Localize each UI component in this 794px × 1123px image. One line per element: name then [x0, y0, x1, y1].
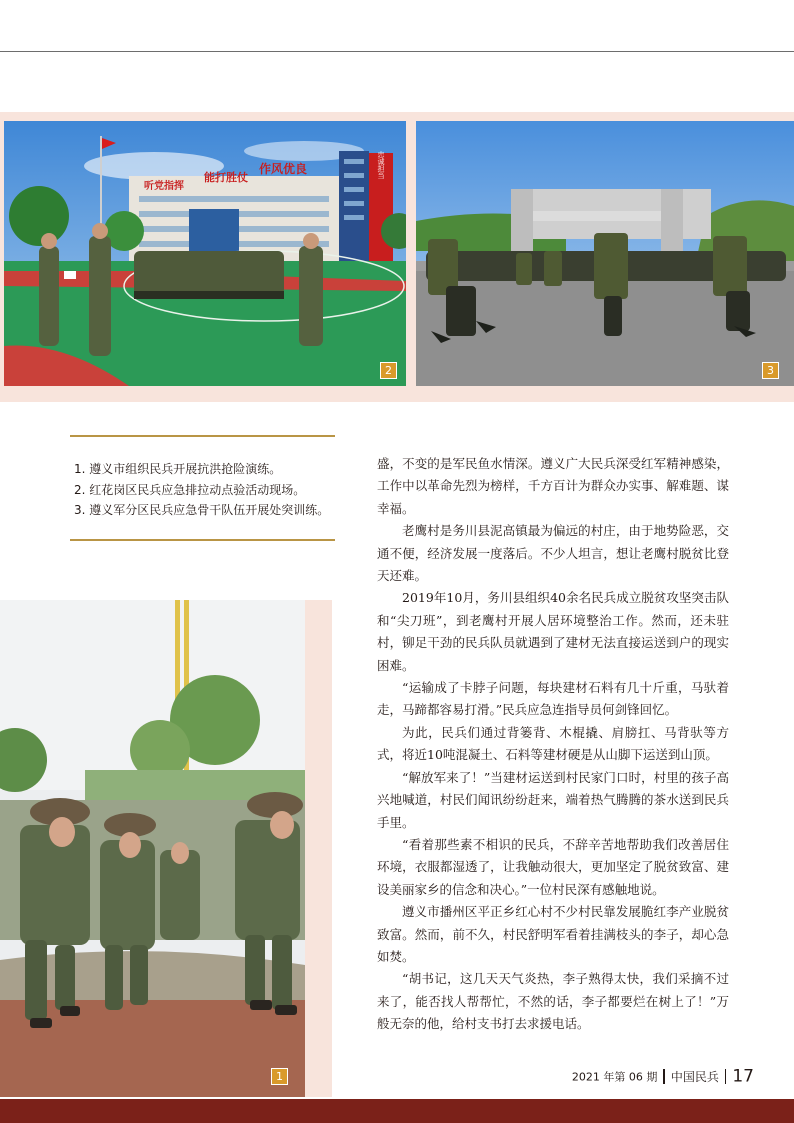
photo-1-side-band [305, 600, 332, 1097]
article-body [377, 453, 729, 1036]
caption-1: 1. 遵义市组织民兵开展抗洪抢险演练。 [74, 462, 282, 476]
building-slogan-2: 能打胜仗 [204, 171, 248, 184]
paragraph-9: “胡书记，这几天天气炎热，李子熟得太快，我们采摘不过来了，能否找人帮帮忙，不然的话，李子都要烂在树上了！”万般无奈的他，给村支书打去求援电话。 [377, 971, 729, 1032]
paragraph-1: 盛，不变的是军民鱼水情深。遵义广大民兵深受红军精神感染，工作中以革命先烈为榜样，千方百计为群众办实事、解难题、谋幸福。 [377, 456, 729, 516]
building-slogan-1: 听党指挥 [144, 181, 184, 192]
photo-3-riot-training [416, 121, 794, 386]
photo-captions [74, 459, 354, 521]
caption-top-rule [70, 435, 335, 437]
paragraph-7: “看着那些素不相识的民兵，不辞辛苦地帮助我们改善居住环境，衣服都湿透了，让我触动很大，更加坚定了脱贫致富、建设美丽家乡的信念和决心。”一位村民深有感触地说。 [377, 836, 729, 897]
caption-3: 3. 遵义军分区民兵应急骨干队伍开展处突训练。 [74, 503, 330, 517]
photo-3-number-badge: 3 [762, 362, 779, 379]
photo-1-number-badge: 1 [271, 1068, 288, 1085]
caption-2: 2. 红花岗区民兵应急排拉动点验活动现场。 [74, 482, 306, 497]
paragraph-3: 2019年10月，务川县组织40余名民兵成立脱贫攻坚突击队和“尖刀班”，到老鹰村开展人居环境整治工作。然而，还未驻村，铆足干劲的民兵队员就遇到了建材无法直接运送到户的现实困难。 [377, 590, 729, 673]
paragraph-2: 老鹰村是务川县泥高镇最为偏远的村庄，由于地势险恶，交通不便，经济发展一度落后。不少人坦言，想让老鹰村脱贫比登天还难。 [377, 523, 729, 584]
issue-label: 2021 年第 06 期 [571, 1070, 658, 1084]
bottom-color-bar [0, 1099, 794, 1123]
magazine-name: 中国民兵 [670, 1070, 719, 1084]
photo-1-flood-drill [0, 600, 305, 1097]
header-rule [0, 51, 794, 52]
footer-separator [663, 1069, 665, 1084]
paragraph-5: 为此，民兵们通过背篓背、木棍撬、肩膀扛、马背驮等方式，将近10吨混凝土、石料等建材硬是从山脚下运送到山顶。 [377, 724, 729, 763]
page-number: 17 [732, 1066, 754, 1087]
building-slogan-3: 作风优良 [259, 162, 308, 176]
photo-2-militia-inspection [4, 121, 406, 386]
paragraph-8: 遵义市播州区平正乡红心村不少村民靠发展脆红李产业脱贫致富。然而，前不久，村民舒明军看着挂满枝头的李子，却心急如焚。 [377, 904, 729, 964]
caption-bottom-rule [70, 539, 335, 541]
footer-separator [725, 1069, 727, 1084]
banner-right-text: 忠诚担当 [377, 151, 385, 179]
paragraph-6: “解放军来了！”当建材运送到村民家门口时，村里的孩子高兴地喊道，村民们闻讯纷纷赶来，端着热气腾腾的茶水送到民兵手里。 [377, 769, 729, 830]
page-footer [572, 1066, 754, 1087]
paragraph-4: “运输成了卡脖子问题，每块建材石料有几十斤重，马驮着走，马蹄都容易打滑。”民兵应急连指导员何剑锋回忆。 [377, 680, 729, 718]
photo-2-number-badge: 2 [380, 362, 397, 379]
